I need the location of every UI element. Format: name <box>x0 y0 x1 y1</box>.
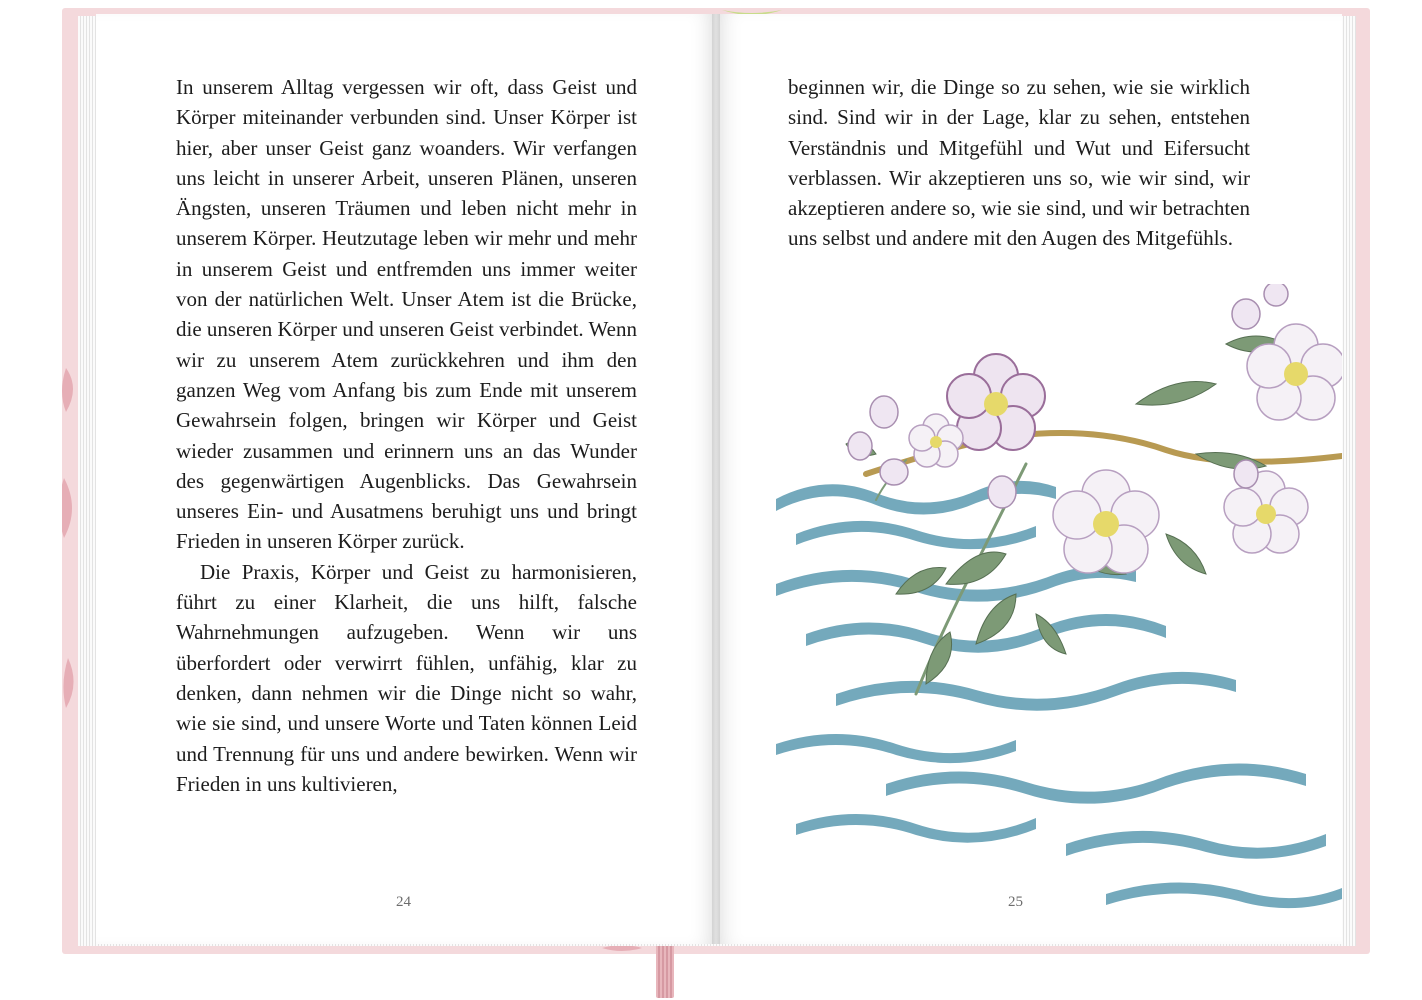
ribbon-bookmark <box>656 946 674 998</box>
buds <box>848 284 1288 508</box>
paragraph: In unserem Alltag vergessen wir oft, dass Geist und Körper miteinander verbunden sind. Unser Körper ist hier, aber unser Geist ganz woanders. Wir verfangen uns leicht in unserer Arbeit, unseren Plänen, unseren Ängsten, unseren Träumen und leben nicht mehr in unserem Körper. Heutzutage leben wir mehr und mehr in unserem Geist und entfremden uns immer weiter von der natürlichen Welt. Unser Atem ist die Brücke, die unseren Körper und unseren Geist verbindet. Wenn wir zu unserem Atem zurückkehren und ihm den ganzen Weg vom Anfang bis zum Ende mit unserem Gewahrsein folgen, bringen wir Körper und Geist wieder zusammen und erinnern uns an das Wunder des gegenwärtigen Augenblicks. Das Gewahrsein unseres Ein- und Ausatmens beruhigt uns und bringt Frieden in unseren Körper zurück. <box>176 75 637 554</box>
left-page-text <box>176 72 637 799</box>
right-page-text <box>788 72 1250 254</box>
page-number-left: 24 <box>396 894 411 910</box>
blossom-small <box>909 414 963 467</box>
blossom-branch-illustration <box>776 284 1342 924</box>
paragraph: beginnen wir, die Dinge so zu sehen, wie sie wirklich sind. Sind wir in der Lage, klar zu sehen, entstehen Verständnis und Mitgefühl und Wut und Eifersucht verblassen. Wir akzeptieren uns so, wie wir sind, wir akzeptieren andere so, wie sie sind, und wir betrachten uns selbst und andere mit den Augen des Mitgefühls. <box>788 75 1250 251</box>
blossoms <box>909 324 1342 573</box>
book-gutter <box>712 14 720 944</box>
page-number-right: 25 <box>1008 894 1023 910</box>
left-page <box>96 14 716 944</box>
right-page <box>716 14 1342 944</box>
paragraph: Die Praxis, Körper und Geist zu harmonisieren, führt zu einer Klarheit, die uns hilft, falsche Wahrnehmungen aufzugeben. Wenn wir uns überfordert oder verwirrt fühlen, unfähig, klar zu denken, dann nehmen wir die Dinge nicht so wahr, wie sie sind, und unsere Worte und Taten können Leid und Trennung für uns und andere bewirken. Wenn wir Frieden in uns kultivieren, <box>176 559 637 796</box>
blossom-white <box>1053 470 1159 573</box>
